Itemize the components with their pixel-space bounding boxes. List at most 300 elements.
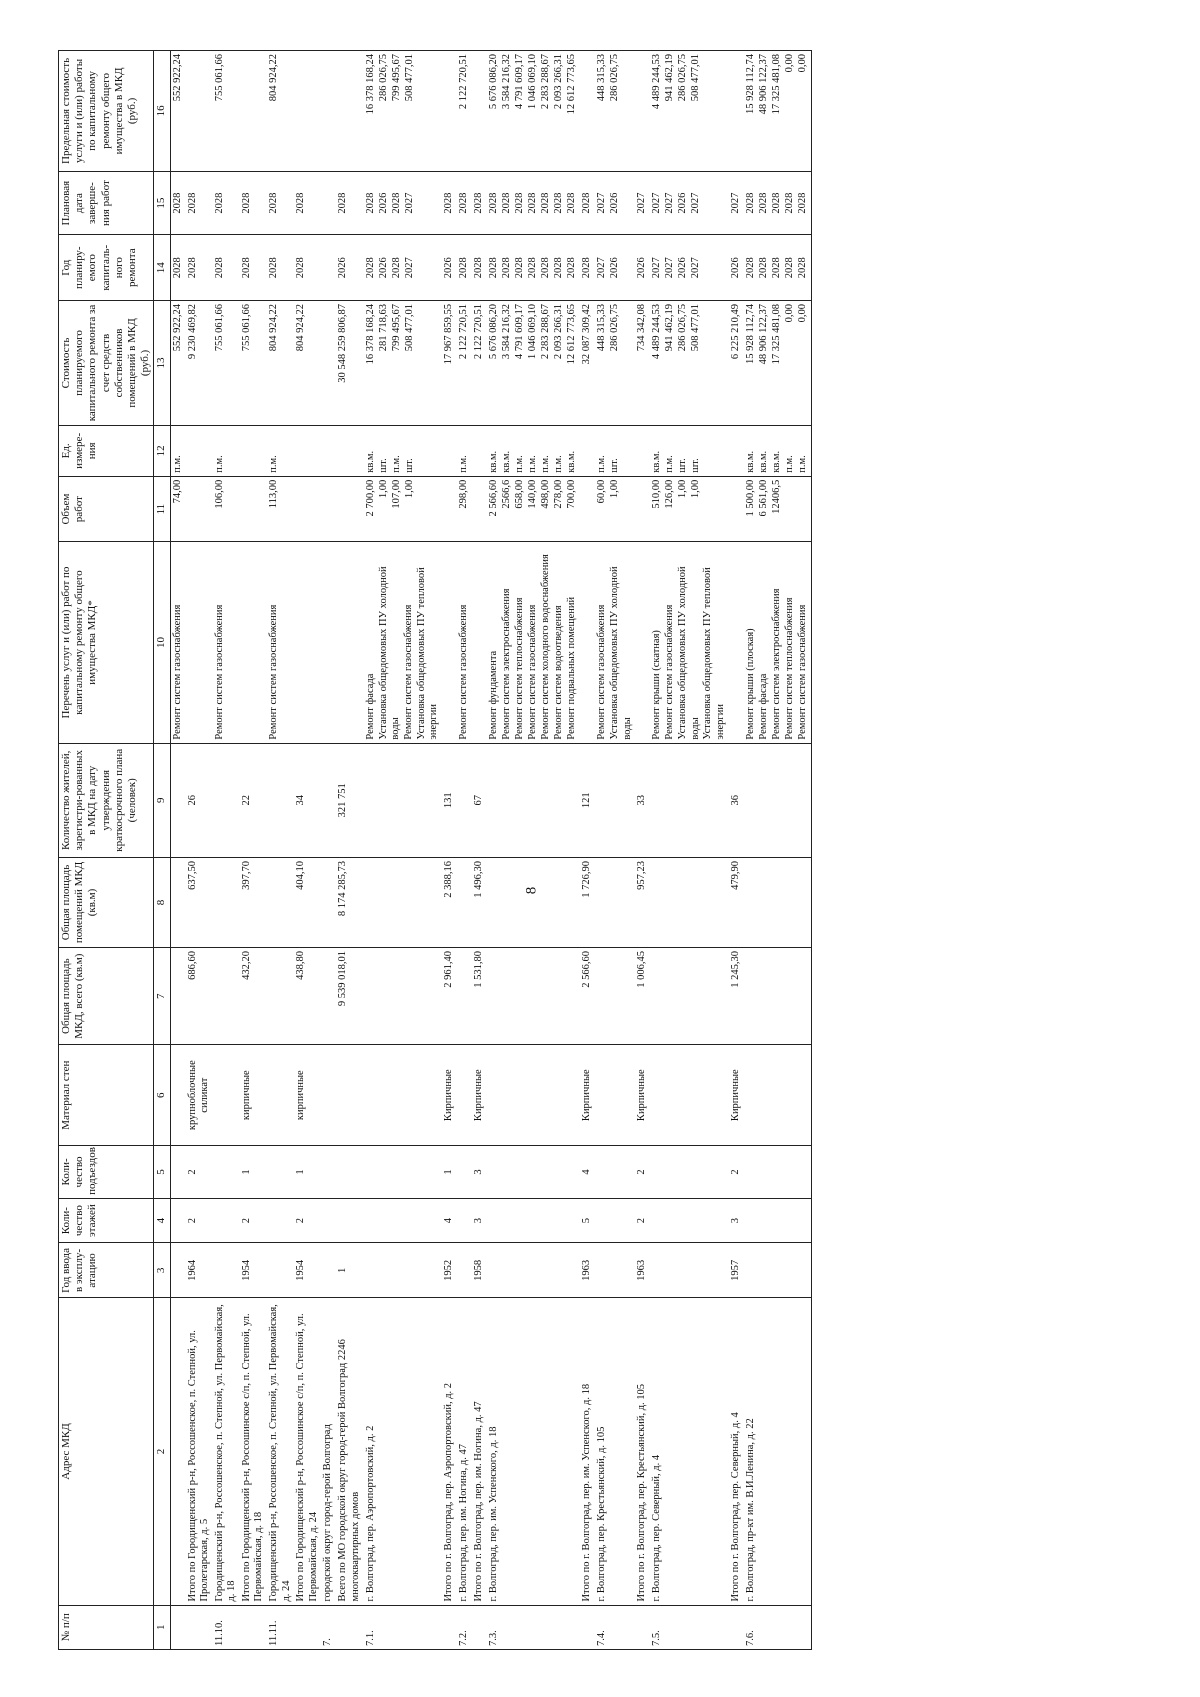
cost-cell-line: 12 612 773,65 (566, 304, 577, 365)
entrances-cell: 4 (580, 1145, 595, 1198)
address-cell: г. Волгоград, пер. Крестьянский, д. 105 (595, 1298, 635, 1605)
cost-cell-line: 734 342,08 (636, 304, 648, 352)
limit-cost-cell-line: 804 924,22 (268, 54, 280, 102)
column-number: 14 (154, 235, 170, 301)
column-number: 2 (154, 1298, 170, 1605)
repair-year-cell (213, 235, 240, 301)
year-cell: 1954 (294, 1243, 321, 1298)
works-cell-line: Ремонт систем теплоснабжения (783, 597, 795, 740)
limit-cost-cell-line: 1 046 069,10 (527, 54, 538, 110)
limit-cost-cell-line: 286 026,75 (377, 54, 389, 102)
total-area-cell: 686,60 (186, 947, 213, 1044)
unit-cell-line: кв.м. (757, 450, 769, 473)
works-cell (267, 542, 294, 743)
limit-cost-cell-line: 2 093 266,31 (553, 54, 564, 110)
table-row (213, 51, 240, 1650)
capital-repair-table (58, 50, 812, 1650)
repair-year-cell (580, 235, 595, 301)
year-cell: 1952 (442, 1243, 457, 1298)
wall-material-cell (364, 1045, 442, 1146)
wall-material-cell: Кирпичные (580, 1045, 595, 1146)
volume-cell-line: 278,00 (553, 479, 564, 509)
end-date-cell (364, 171, 442, 235)
total-area-cell: 1 531,80 (472, 947, 487, 1044)
wall-material-cell: кирпичные (240, 1045, 267, 1146)
cost-cell-line: 3 584 216,32 (501, 304, 512, 360)
volume-cell-line: 1,00 (377, 479, 389, 499)
year-cell: 1 (336, 1243, 363, 1298)
limit-cost-cell (321, 51, 336, 172)
end-date-cell-line: 2028 (744, 192, 756, 214)
table-row (744, 51, 812, 1650)
works-cell (442, 542, 457, 743)
total-area-cell (364, 947, 442, 1044)
repair-year-cell (650, 235, 728, 301)
unit-cell (170, 425, 186, 476)
limit-cost-cell-line (322, 54, 335, 168)
limit-cost-cell-line: 0,00 (783, 54, 795, 73)
limit-cost-cell-line: 12 612 773,65 (566, 54, 577, 115)
volume-cell-line: 298,00 (458, 479, 469, 509)
floors-cell (650, 1198, 728, 1242)
end-date-cell (487, 171, 580, 235)
repair-year-cell-line: 2028 (213, 257, 225, 279)
repair-year-cell-line: 2026 (636, 257, 648, 279)
wall-material-cell (650, 1045, 728, 1146)
repair-year-cell-line: 2028 (186, 257, 198, 279)
column-number: 3 (154, 1243, 170, 1298)
repair-year-cell (321, 235, 336, 301)
end-date-cell-line: 2027 (690, 192, 702, 214)
repair-year-cell (240, 235, 267, 301)
volume-cell-line (636, 480, 649, 539)
year-cell: 1958 (472, 1243, 487, 1298)
cost-cell (213, 301, 240, 426)
end-date-cell (267, 171, 294, 235)
limit-cost-cell-line (241, 54, 254, 168)
row-number: 7.2. (457, 1605, 472, 1649)
repair-year-cell (457, 235, 472, 301)
unit-cell-line (187, 429, 200, 473)
end-date-cell-line: 2028 (796, 192, 808, 214)
repair-year-cell (364, 235, 442, 301)
column-header: Адрес МКД (59, 1298, 154, 1605)
row-number (729, 1605, 744, 1649)
address-cell: Итого по Городищенский р-н, Россошинское с/п, п. Степной, ул. Первомайская, д. 24 (294, 1298, 321, 1605)
year-cell (744, 1243, 812, 1298)
residents-cell: 26 (186, 743, 213, 857)
limit-cost-cell (729, 51, 744, 172)
total-area-cell (321, 947, 336, 1044)
end-date-cell (472, 171, 487, 235)
column-header: Общая площадь помещений МКД (кв.м) (59, 857, 154, 947)
cost-cell-line: 804 924,22 (268, 304, 280, 352)
end-date-cell-line: 2028 (527, 192, 538, 214)
works-cell (336, 542, 363, 743)
address-cell: Городищенский р-н, Россошенское, п. Степной, ул. Первомайская, д. 24 (267, 1298, 294, 1605)
floors-cell: 2 (186, 1198, 213, 1242)
end-date-cell-line: 2027 (651, 192, 663, 214)
cost-cell-line: 16 378 168,24 (364, 304, 376, 365)
row-number: 7.6. (744, 1605, 812, 1649)
address-cell: Итого по г. Волгоград, пер. Крестьянский, д. 105 (635, 1298, 650, 1605)
end-date-cell-line: 2028 (783, 192, 795, 214)
unit-cell-line: п.м. (596, 455, 607, 473)
works-cell (186, 542, 213, 743)
works-cell (472, 542, 487, 743)
cost-cell (321, 301, 336, 426)
repair-year-cell-line: 2027 (690, 257, 702, 279)
cost-cell-line: 2 122 720,51 (473, 304, 484, 360)
row-number (580, 1605, 595, 1649)
limit-cost-cell-line: 552 922,24 (171, 54, 183, 102)
limit-cost-cell (595, 51, 635, 172)
column-number: 1 (154, 1605, 170, 1649)
works-cell-line: Ремонт систем электроснабжения (501, 588, 512, 740)
floors-cell (595, 1198, 635, 1242)
wall-material-cell (213, 1045, 240, 1146)
entrances-cell: 3 (472, 1145, 487, 1198)
end-date-cell-line: 2028 (443, 192, 454, 214)
cost-cell-line: 48 906 122,37 (757, 304, 769, 365)
limit-cost-cell-line: 286 026,75 (609, 54, 620, 102)
end-date-cell-line: 2028 (501, 192, 512, 214)
volume-cell-line (797, 480, 810, 539)
cost-cell (487, 301, 580, 426)
volume-cell (635, 476, 650, 542)
address-cell: Всего по МО городской округ город-герой Волгоград 2246 многоквартирных домов (336, 1298, 363, 1605)
limit-cost-cell-line: 448 315,33 (596, 54, 607, 102)
entrances-cell (213, 1145, 240, 1198)
entrances-cell (170, 1145, 186, 1198)
works-cell-line: Ремонт систем газоснабжения (402, 604, 414, 740)
volume-cell (186, 476, 213, 542)
limit-cost-cell (650, 51, 728, 172)
end-date-cell (729, 171, 744, 235)
end-date-cell-line: 2026 (377, 192, 389, 214)
residents-cell: 33 (635, 743, 650, 857)
works-cell-line: Установка общедомовых ПУ холодной воды (377, 566, 402, 740)
limit-cost-cell (457, 51, 472, 172)
works-cell (240, 542, 267, 743)
wall-material-cell (321, 1045, 336, 1146)
residents-cell (267, 743, 294, 857)
unit-cell (321, 425, 336, 476)
unit-cell (580, 425, 595, 476)
year-cell (595, 1243, 635, 1298)
repair-year-cell-line: 2027 (651, 257, 663, 279)
year-cell: 1963 (580, 1243, 595, 1298)
cost-cell-line: 448 315,33 (596, 304, 607, 352)
end-date-cell (186, 171, 213, 235)
cost-cell (170, 301, 186, 426)
limit-cost-cell-line: 3 584 216,32 (501, 54, 512, 110)
table-row (267, 51, 294, 1650)
works-cell-line (636, 545, 649, 739)
year-cell (213, 1243, 240, 1298)
column-header: Год ввода в эксплу-атацию (59, 1243, 154, 1298)
wall-material-cell (170, 1045, 186, 1146)
residents-cell: 121 (580, 743, 595, 857)
repair-year-cell-line: 2027 (596, 257, 607, 279)
works-cell-line: Ремонт систем газоснабжения (458, 604, 469, 740)
works-cell-line (473, 545, 486, 739)
residents-cell (457, 743, 472, 857)
unit-cell-line: кв.м. (651, 450, 663, 473)
wall-material-cell: крупноблочные силикат (186, 1045, 213, 1146)
cost-cell (240, 301, 267, 426)
volume-cell (170, 476, 186, 542)
volume-cell (457, 476, 472, 542)
entrances-cell: 1 (294, 1145, 321, 1198)
repair-year-cell-line: 2028 (473, 257, 484, 279)
premises-area-cell (595, 857, 635, 947)
column-header: № п/п (59, 1605, 154, 1649)
volume-cell-line (241, 480, 254, 539)
works-cell (595, 542, 635, 743)
column-header: Общая площадь МКД, всего (кв.м) (59, 947, 154, 1044)
page-number: 8 (523, 886, 540, 895)
premises-area-cell (457, 857, 472, 947)
cost-cell-line: 5 676 086,20 (488, 304, 499, 360)
volume-cell-line (443, 480, 456, 539)
total-area-cell (744, 947, 812, 1044)
limit-cost-cell-line (581, 54, 594, 168)
volume-cell (336, 476, 363, 542)
works-cell (650, 542, 728, 743)
entrances-cell (457, 1145, 472, 1198)
table-row (442, 51, 457, 1650)
limit-cost-cell-line (443, 54, 456, 168)
works-cell (364, 542, 442, 743)
volume-cell-line (581, 480, 594, 539)
limit-cost-cell (487, 51, 580, 172)
residents-cell: 67 (472, 743, 487, 857)
row-number: 7.3. (487, 1605, 580, 1649)
works-cell-line: Ремонт систем газоснабжения (268, 604, 280, 740)
volume-cell-line: 2566,6 (501, 479, 512, 509)
cost-cell (650, 301, 728, 426)
end-date-cell-line: 2027 (403, 192, 415, 214)
cost-cell-line: 286 026,75 (609, 304, 620, 352)
floors-cell: 3 (729, 1198, 744, 1242)
unit-cell-line: кв.м. (488, 450, 499, 473)
floors-cell (457, 1198, 472, 1242)
total-area-cell (650, 947, 728, 1044)
column-header: Год планиру-емого капиталь-ного ремонта (59, 235, 154, 301)
end-date-cell (240, 171, 267, 235)
repair-year-cell-line: 2028 (527, 257, 538, 279)
volume-cell (729, 476, 744, 542)
unit-cell (336, 425, 363, 476)
repair-year-cell (267, 235, 294, 301)
works-cell (457, 542, 472, 743)
cost-cell (442, 301, 457, 426)
limit-cost-cell-line: 16 378 168,24 (364, 54, 376, 115)
cost-cell-line: 2 122 720,51 (458, 304, 469, 360)
works-cell-line: Ремонт систем водоотведения (553, 605, 564, 740)
address-cell: г. Волгоград, пер. Северный, д. 4 (650, 1298, 728, 1605)
table-row (364, 51, 442, 1650)
floors-cell (487, 1198, 580, 1242)
volume-cell-line: 1,00 (403, 479, 415, 499)
column-header: Материал стен (59, 1045, 154, 1146)
repair-year-cell-line: 2026 (377, 257, 389, 279)
row-number (240, 1605, 267, 1649)
wall-material-cell: Кирпичные (472, 1045, 487, 1146)
year-cell (364, 1243, 442, 1298)
limit-cost-cell (294, 51, 321, 172)
address-cell (170, 1298, 186, 1605)
works-cell-line (443, 545, 456, 739)
limit-cost-cell-line (295, 54, 308, 168)
repair-year-cell-line: 2028 (390, 257, 402, 279)
limit-cost-cell-line: 799 495,67 (390, 54, 402, 102)
unit-cell-line (241, 429, 254, 473)
limit-cost-cell-line: 17 325 481,08 (770, 54, 782, 115)
table-row (729, 51, 744, 1650)
residents-cell (321, 743, 336, 857)
repair-year-cell-line: 2028 (553, 257, 564, 279)
volume-cell-line: 74,00 (171, 479, 183, 504)
limit-cost-cell-line: 941 462,19 (664, 54, 676, 102)
unit-cell-line: п.м. (540, 455, 551, 473)
works-cell-line: Ремонт фасада (757, 673, 769, 740)
unit-cell (487, 425, 580, 476)
premises-area-cell (267, 857, 294, 947)
works-cell-line (322, 545, 335, 739)
works-cell-line: Установка общедомовых ПУ холодной воды (677, 566, 701, 740)
unit-cell-line: п.м. (213, 455, 225, 473)
entrances-cell (321, 1145, 336, 1198)
wall-material-cell: Кирпичные (635, 1045, 650, 1146)
premises-area-cell: 397,70 (240, 857, 267, 947)
end-date-cell-line: 2028 (268, 192, 280, 214)
end-date-cell-line: 2028 (757, 192, 769, 214)
works-cell-line: Ремонт фасада (364, 673, 376, 740)
limit-cost-cell-line (636, 54, 649, 168)
residents-cell (650, 743, 728, 857)
column-number: 6 (154, 1045, 170, 1146)
residents-cell: 22 (240, 743, 267, 857)
end-date-cell-line: 2028 (390, 192, 402, 214)
end-date-cell-line: 2028 (213, 192, 225, 214)
works-cell-line: Ремонт систем электроснабжения (770, 588, 782, 740)
unit-cell (240, 425, 267, 476)
entrances-cell (267, 1145, 294, 1198)
cost-cell-line: 508 477,01 (690, 304, 702, 352)
cost-cell-line: 755 061,66 (213, 304, 225, 352)
column-header: Коли-чество подъездов (59, 1145, 154, 1198)
works-cell (487, 542, 580, 743)
cost-cell (336, 301, 363, 426)
volume-cell-line (784, 480, 797, 539)
column-header: Ед. измере-ния (59, 425, 154, 476)
floors-cell (336, 1198, 363, 1242)
works-cell-line (581, 545, 594, 739)
entrances-cell: 1 (240, 1145, 267, 1198)
repair-year-cell (336, 235, 363, 301)
limit-cost-cell (442, 51, 457, 172)
column-number: 8 (154, 857, 170, 947)
volume-cell (472, 476, 487, 542)
capital-repair-table-sheet (58, 50, 1168, 1650)
entrances-cell: 2 (186, 1145, 213, 1198)
end-date-cell (294, 171, 321, 235)
column-number: 12 (154, 425, 170, 476)
end-date-cell-line: 2028 (186, 192, 198, 214)
unit-cell (294, 425, 321, 476)
limit-cost-cell-line: 4 791 609,17 (514, 54, 525, 110)
volume-cell-line (730, 480, 743, 539)
residents-cell (487, 743, 580, 857)
premises-area-cell: 404,10 (294, 857, 321, 947)
volume-cell-line: 1 500,00 (744, 479, 756, 517)
unit-cell (635, 425, 650, 476)
cost-cell-line: 508 477,01 (403, 304, 415, 352)
unit-cell-line: кв.м. (770, 450, 782, 473)
end-date-cell-line: 2028 (581, 192, 592, 214)
repair-year-cell (729, 235, 744, 301)
row-number: 7.1. (364, 1605, 442, 1649)
works-cell (635, 542, 650, 743)
end-date-cell-line: 2026 (609, 192, 620, 214)
repair-year-cell-line: 2026 (337, 257, 349, 279)
limit-cost-cell-line (187, 54, 200, 168)
repair-year-cell-line: 2028 (540, 257, 551, 279)
volume-cell-line: 107,00 (390, 479, 402, 509)
address-cell: Итого по г. Волгоград, пер. Аэропортовский, д. 2 (442, 1298, 457, 1605)
end-date-cell (321, 171, 336, 235)
end-date-cell-line: 2028 (364, 192, 376, 214)
limit-cost-cell-line: 286 026,75 (677, 54, 689, 102)
entrances-cell: 2 (635, 1145, 650, 1198)
repair-year-cell (472, 235, 487, 301)
residents-cell: 34 (294, 743, 321, 857)
unit-cell-line: п.м. (527, 455, 538, 473)
limit-cost-cell (213, 51, 240, 172)
volume-cell-line: 700,00 (566, 479, 577, 509)
row-number (472, 1605, 487, 1649)
cost-cell (580, 301, 595, 426)
volume-cell-line: 510,00 (651, 479, 663, 509)
unit-cell (595, 425, 635, 476)
limit-cost-cell (186, 51, 213, 172)
cost-cell-line: 6 225 210,49 (729, 304, 741, 360)
floors-cell (267, 1198, 294, 1242)
unit-cell-line: п.м. (171, 455, 183, 473)
year-cell (650, 1243, 728, 1298)
unit-cell-line (443, 429, 456, 473)
repair-year-cell-line: 2028 (796, 257, 808, 279)
entrances-cell (364, 1145, 442, 1198)
unit-cell-line (730, 429, 743, 473)
volume-cell-line: 2 700,00 (364, 479, 376, 517)
premises-area-cell (744, 857, 812, 947)
cost-cell (186, 301, 213, 426)
address-cell: г. Волгоград, пр-кт им. В.И.Ленина, д. 22 (744, 1298, 812, 1605)
table-row (336, 51, 363, 1650)
row-number (294, 1605, 321, 1649)
end-date-cell-line: 2028 (295, 192, 307, 214)
unit-cell (457, 425, 472, 476)
total-area-cell (170, 947, 186, 1044)
cost-cell (267, 301, 294, 426)
limit-cost-cell-line: 4 489 244,53 (651, 54, 663, 110)
limit-cost-cell (635, 51, 650, 172)
year-cell (487, 1243, 580, 1298)
volume-cell-line (473, 480, 486, 539)
